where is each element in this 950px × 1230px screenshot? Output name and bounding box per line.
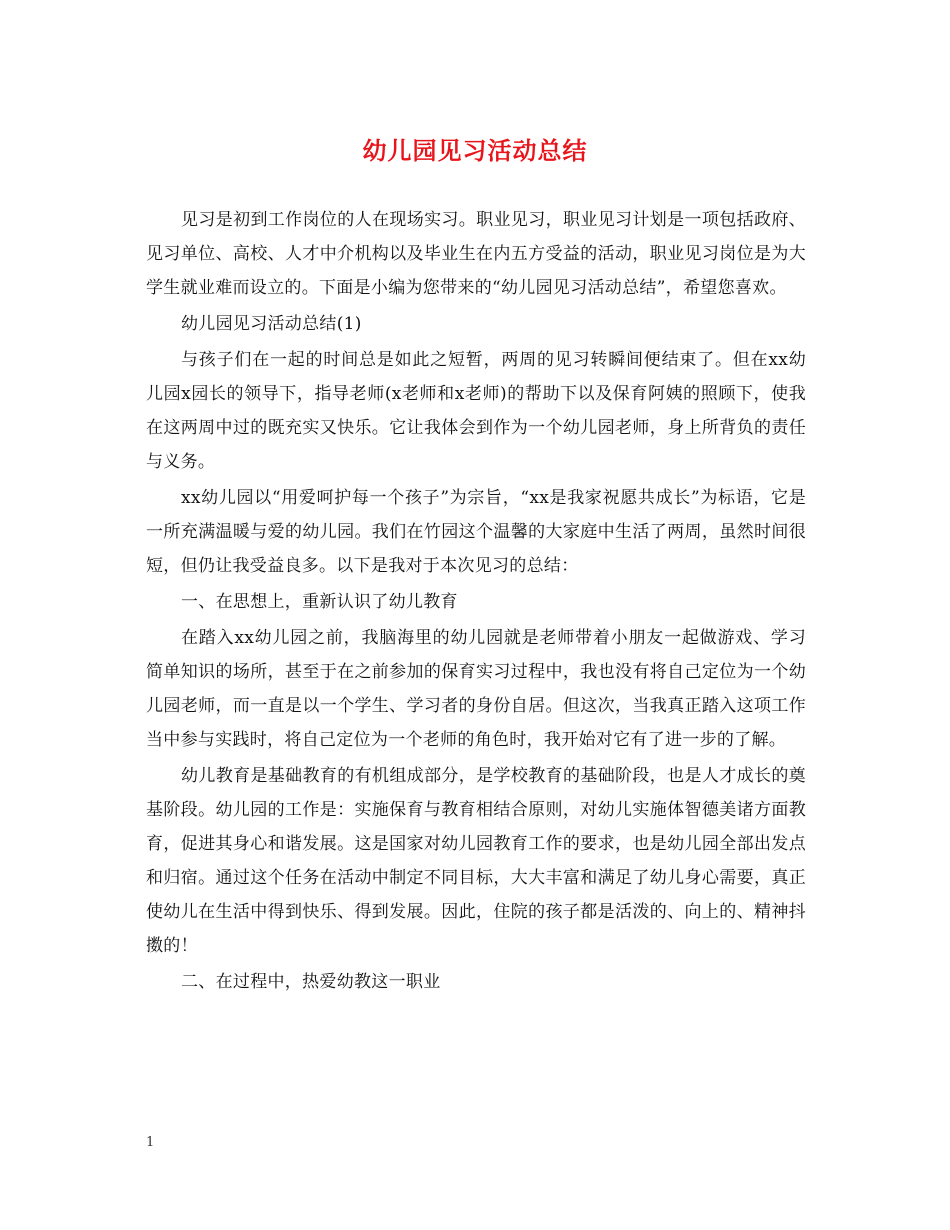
body-paragraph: xx幼儿园以“用爱呵护每一个孩子”为宗旨，“xx是我家祝愿共成长”为标语，它是一所充满温暖与爱的幼儿园。我们在竹园这个温馨的大家庭中生活了两周，虽然时间很短，但仍让我受益良多。以下是我对于本次见习的总结： (146, 488, 806, 576)
document-title: 幼儿园见习活动总结 (362, 136, 588, 165)
body-paragraph: 在踏入xx幼儿园之前，我脑海里的幼儿园就是老师带着小朋友一起做游戏、学习简单知识的场所，甚至于在之前参加的保育实习过程中，我也没有将自己定位为一个幼儿园老师，而一直是以一个学生、学习者的身份自居。但这次，当我真正踏入这项工作当中参与实践时，将自己定位为一个老师的角色时，我开始对它有了进一步的了解。 (146, 628, 806, 750)
section-heading-process: 二、在过程中，热爱幼教这一职业 (181, 972, 441, 992)
section-heading-thought: 一、在思想上，重新认识了幼儿教育 (181, 592, 458, 612)
body-paragraph: 与孩子们在一起的时间总是如此之短暂，两周的见习转瞬间便结束了。但在xx幼儿园x园长的领导下，指导老师(x老师和x老师)的帮助下以及保育阿姨的照顾下，使我在这两周中过的既充实又快乐。它让我体会到作为一个幼儿园老师，身上所背负的责任与义务。 (146, 350, 806, 472)
section-heading-summary-1: 幼儿园见习活动总结(1) (181, 314, 362, 334)
intro-paragraph: 见习是初到工作岗位的人在现场实习。职业见习，职业见习计划是一项包括政府、见习单位、高校、人才中介机构以及毕业生在内五方受益的活动，职业见习岗位是为大学生就业难而设立的。下面是小编为您带来的“幼儿园见习活动总结”，希望您喜欢。 (146, 210, 806, 298)
document-body (146, 203, 806, 1001)
body-paragraph: 幼儿教育是基础教育的有机组成部分，是学校教育的基础阶段，也是人才成长的奠基阶段。幼儿园的工作是：实施保育与教育相结合原则，对幼儿实施体智德美诸方面教育，促进其身心和谐发展。这是国家对幼儿园教育工作的要求，也是幼儿园全部出发点和归宿。通过这个任务在活动中制定不同目标，大大丰富和满足了幼儿身心需要，真正使幼儿在生活中得到快乐、得到发展。因此，住院的孩子都是活泼的、向上的、精神抖擞的！ (146, 766, 806, 956)
page-number: 1 (146, 1135, 155, 1150)
